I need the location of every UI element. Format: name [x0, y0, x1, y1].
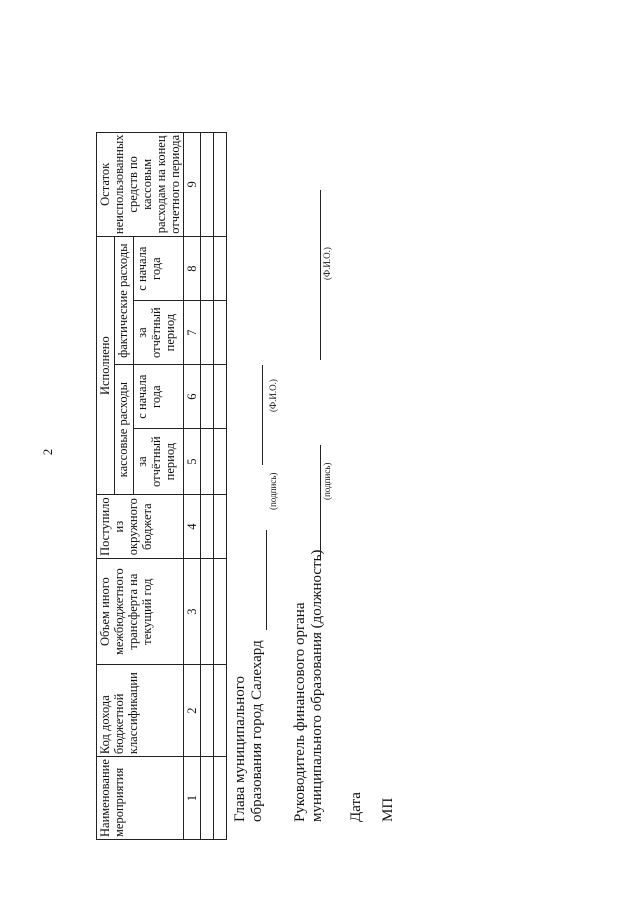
header-executed: Исполнено — [97, 237, 115, 495]
column-number: 5 — [184, 429, 201, 495]
stamp-label: МП — [380, 797, 396, 822]
header-actual-period: за отчётный период — [133, 301, 183, 365]
column-number: 6 — [184, 365, 201, 429]
head-title — [232, 640, 266, 822]
head-name-caption: (Ф.И.О.) — [268, 379, 278, 412]
page-number: 2 — [40, 448, 55, 456]
table-row — [214, 132, 227, 839]
header-cash-year-start: с начала года — [133, 365, 183, 429]
head-name-line — [262, 365, 263, 465]
header-transfer-volume: Объем иного межбюджетного трансферта на текущий год — [97, 559, 184, 665]
header-name: Наименование мероприятия — [97, 757, 184, 840]
header-remainder: Остаток неиспользованных средств по кассовым расходам на конец отчетного периода — [97, 132, 184, 237]
header-cash-expenses: кассовые расходы — [115, 365, 133, 495]
header-received: Поступило из окружного бюджета — [97, 495, 184, 559]
finance-title — [292, 550, 326, 822]
column-number: 2 — [184, 665, 201, 757]
landscape-sheet — [0, 20, 640, 860]
header-cash-period: за отчётный период — [133, 429, 183, 495]
header-actual-year-start: с начала года — [133, 237, 183, 301]
head-title-line-2: образования город Салехард — [249, 640, 265, 822]
finance-name-line — [320, 190, 321, 360]
finance-title-line-1: Руководитель финансового органа — [292, 602, 308, 822]
column-number: 3 — [184, 559, 201, 665]
column-number: 7 — [184, 301, 201, 365]
column-number: 8 — [184, 237, 201, 301]
column-number: 4 — [184, 495, 201, 559]
finance-name-caption: (Ф.И.О.) — [322, 247, 332, 280]
head-signature-caption: (подпись) — [268, 472, 278, 510]
header-income-code: Код дохода бюджетной классификации — [97, 665, 184, 757]
column-number: 1 — [184, 757, 201, 840]
finance-signature-line — [320, 445, 321, 560]
head-title-line-1: Глава муниципального — [232, 675, 248, 822]
date-label: Дата — [348, 792, 364, 822]
finance-title-line-2: муниципального образования (должность) — [309, 549, 325, 822]
header-actual-expenses: фактические расходы — [115, 237, 133, 365]
finance-signature-caption: (подпись) — [322, 462, 332, 500]
report-table — [96, 132, 227, 840]
head-signature-line — [266, 530, 267, 630]
table-row — [201, 132, 214, 839]
column-number: 9 — [184, 132, 201, 237]
